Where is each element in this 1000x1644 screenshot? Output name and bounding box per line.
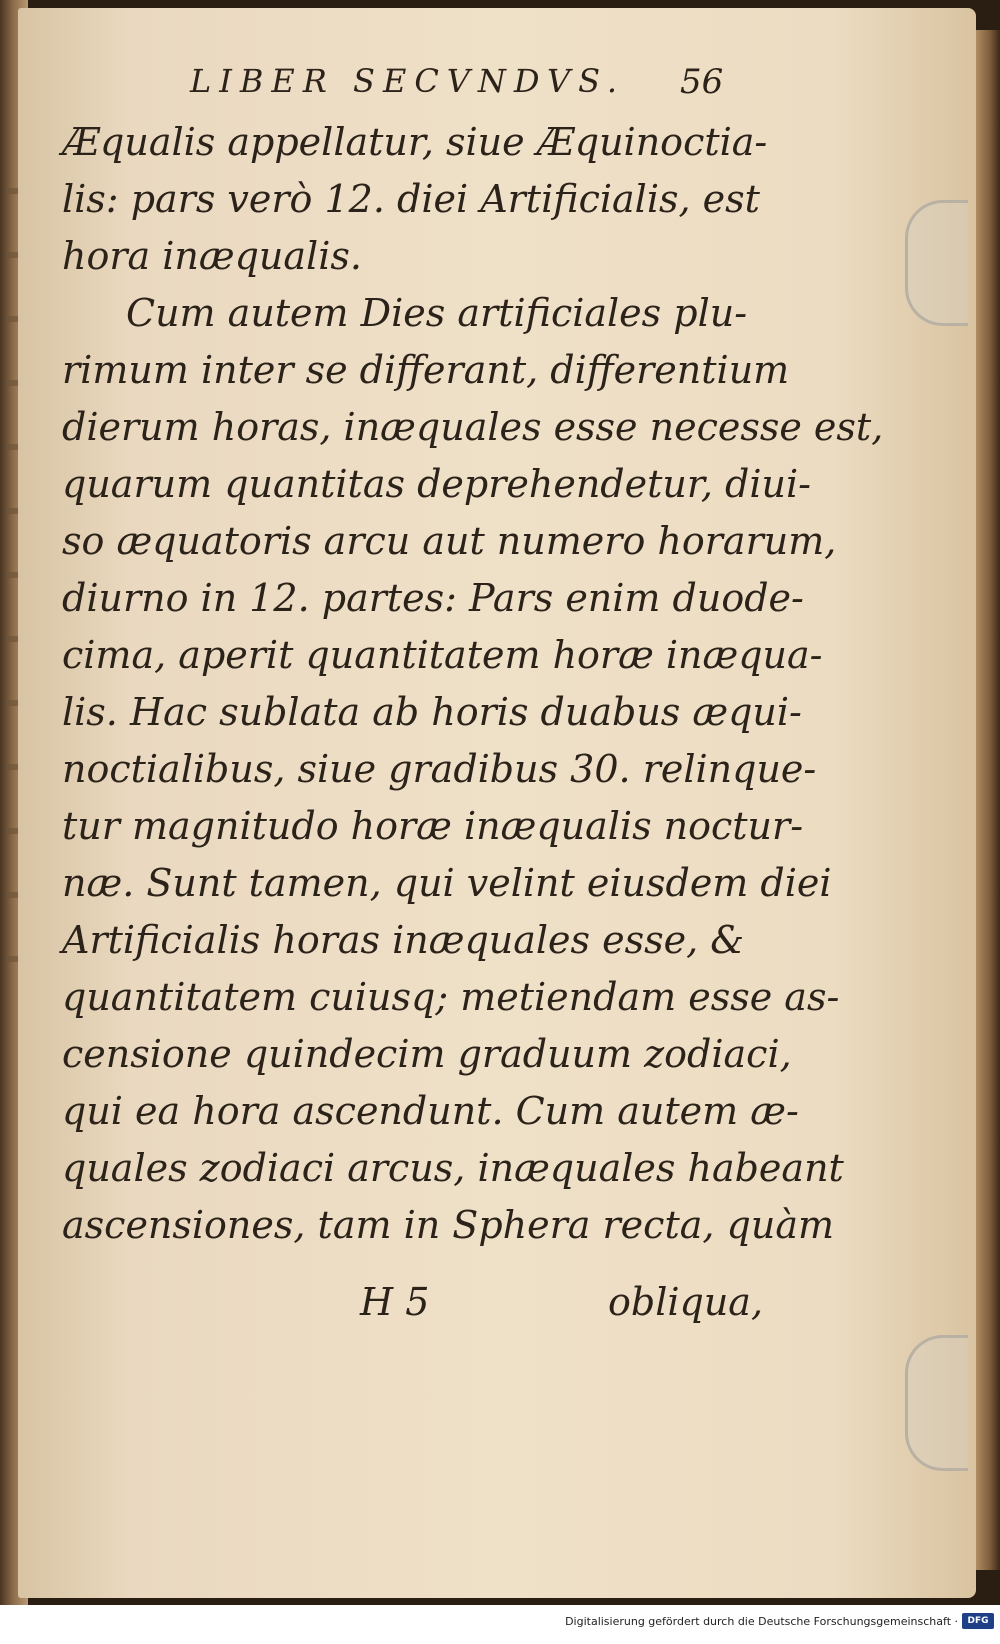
body-text xyxy=(62,114,884,1254)
text-line: dierum horas, inæquales esse necesse est, xyxy=(62,405,884,449)
text-line: lis: pars verò 12. diei Artificialis, est xyxy=(62,177,760,221)
page-number: 56 xyxy=(680,62,724,102)
dfg-logo: DFG xyxy=(962,1613,994,1629)
text-line: rimum inter se differant, differentium xyxy=(62,348,790,392)
text-line: cima, aperit quantitatem horæ inæqua- xyxy=(62,633,823,677)
text-line: noctialibus, siue gradibus 30. relinque- xyxy=(62,747,817,791)
text-line: Cum autem Dies artificiales plu- xyxy=(126,291,748,335)
text-line: so æquatoris arcu aut numero horarum, xyxy=(62,519,837,563)
signature-mark: H 5 xyxy=(360,1280,430,1324)
page-clip-bottom xyxy=(905,1335,968,1471)
text-line: ascensiones, tam in Sphera recta, quàm xyxy=(62,1203,835,1247)
text-line: quales zodiaci arcus, inæquales habeant xyxy=(62,1146,844,1190)
text-line: Artificialis horas inæquales esse, & xyxy=(62,918,745,962)
text-line: quarum quantitas deprehendetur, diui- xyxy=(62,462,811,506)
digitization-footer xyxy=(0,1605,1000,1644)
catchword: obliqua, xyxy=(608,1280,764,1324)
page-clip-top xyxy=(905,200,968,326)
text-line: lis. Hac sublata ab horis duabus æqui- xyxy=(62,690,802,734)
text-line: tur magnitudo horæ inæqualis noctur- xyxy=(62,804,804,848)
binding-margin xyxy=(6,150,18,970)
text-line: Æqualis appellatur, siue Æquinoctia- xyxy=(62,120,768,164)
running-head-title: LIBER SECVNDVS. xyxy=(190,62,626,100)
running-head xyxy=(0,62,1000,102)
text-line: censione quindecim graduum zodiaci, xyxy=(62,1032,792,1076)
funding-notice: Digitalisierung gefördert durch die Deutsche Forschungsgemeinschaft · xyxy=(565,1615,958,1628)
text-line: qui ea hora ascendunt. Cum autem æ- xyxy=(62,1089,799,1133)
text-line: hora inæqualis. xyxy=(62,234,362,278)
page-stack-edge xyxy=(976,30,1000,1570)
text-line: diurno in 12. partes: Pars enim duode- xyxy=(62,576,804,620)
text-line: næ. Sunt tamen, qui velint eiusdem diei xyxy=(62,861,832,905)
text-line: quantitatem cuiusq; metiendam esse as- xyxy=(62,975,840,1019)
